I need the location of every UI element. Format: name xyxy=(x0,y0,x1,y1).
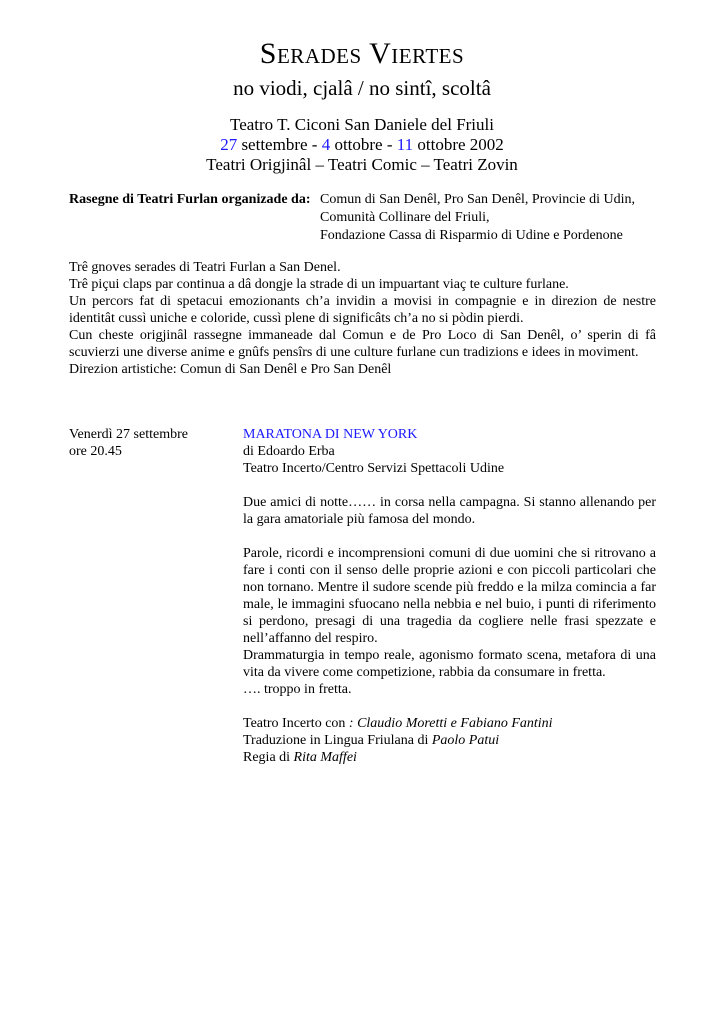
intro-paragraph: Direzion artistiche: Comun di San Denêl e Pro San Denêl xyxy=(69,362,392,377)
event-schedule xyxy=(69,426,239,460)
event-translation xyxy=(243,732,656,749)
event-synopsis: Parole, ricordi e incomprensioni comuni di due uomini che si ritrovano a fare i conti con il senso delle proprie azioni e con piccoli particolari che non tornano. Mentre il sudore scende più freddo e la milza comincia a far male, le immagini sfuocano nella nebbia e nel buio, i punti di riferimento si perdono, presagi di una tragedia da cogliere nelle frasi spezzate e nell’affanno del respiro. xyxy=(243,546,656,646)
event-direction xyxy=(243,749,656,766)
date-line xyxy=(0,135,724,155)
director-name: Rita Maffei xyxy=(293,750,357,765)
event-title: MARATONA DI NEW YORK xyxy=(243,427,418,442)
intro-section xyxy=(69,259,656,378)
intro-paragraph: Trê gnoves serades di Teatri Furlan a San Denel. xyxy=(69,260,341,275)
intro-paragraph: Un percors fat di spetacui emozionants ch’a invidin a movisi in compagnie e in direzion de nestre identitât cussì uniche e coloride, cussì plene di significâts ch’a no si pòdin pierdi. xyxy=(69,294,656,326)
translation-label: Traduzione in Lingua Friulana di xyxy=(243,733,432,748)
date-day-2: 4 xyxy=(321,135,331,154)
date-month-3: ottobre 2002 xyxy=(413,135,504,154)
date-day-3: 11 xyxy=(396,135,414,154)
cast-label: Teatro Incerto con xyxy=(243,716,349,731)
event-synopsis: …. troppo in fretta. xyxy=(243,682,352,697)
genres-line: Teatri Origjinâl – Teatri Comic – Teatri Zovin xyxy=(206,155,518,174)
translator-name: Paolo Patui xyxy=(431,733,500,748)
cast-names: : Claudio Moretti e Fabiano Fantini xyxy=(348,716,553,731)
date-month-2: ottobre - xyxy=(330,135,397,154)
event-author: di Edoardo Erba xyxy=(243,444,335,459)
page-title: Serades Viertes xyxy=(259,37,465,70)
event-synopsis: Drammaturgia in tempo reale, agonismo formato scena, metafora di una vita da vivere come competizione, rabbia da consumare in fretta. xyxy=(243,648,656,680)
organizers-list xyxy=(320,191,635,245)
venue-block xyxy=(0,115,724,175)
page-subtitle: no viodi, cjalâ / no sintî, scoltâ xyxy=(233,76,491,100)
event-synopsis: Due amici di notte…… in corsa nella campagna. Si stanno allenando per la gara amatoriale più famosa del mondo. xyxy=(243,495,656,527)
organizer-line: Comun di San Denêl, Pro San Denêl, Provincie di Udin, xyxy=(320,192,635,207)
event-details xyxy=(243,426,656,766)
theatre-name: Teatro T. Ciconi San Daniele del Friuli xyxy=(230,115,494,134)
event-cast xyxy=(243,715,656,732)
organizer-line: Comunità Collinare del Friuli, xyxy=(320,210,490,225)
organizers-label: Rasegne di Teatri Furlan organizade da: xyxy=(69,192,311,207)
event-company: Teatro Incerto/Centro Servizi Spettacoli Udine xyxy=(243,461,505,476)
event-time: ore 20.45 xyxy=(69,444,122,459)
organizer-line: Fondazione Cassa di Risparmio di Udine e Pordenone xyxy=(320,228,623,243)
date-month-1: settembre - xyxy=(237,135,322,154)
direction-label: Regia di xyxy=(243,750,294,765)
date-day-1: 27 xyxy=(220,135,238,154)
intro-paragraph: Trê piçui claps par continua a dâ dongje la strade di un impuartant viaç te culture furlane. xyxy=(69,277,569,292)
event-date: Venerdì 27 settembre xyxy=(69,427,188,442)
intro-paragraph: Cun cheste origjinâl rassegne immaneade dal Comun e de Pro Loco di San Denêl, o’ sperin di fâ scuvierzi une diverse anime e gnûfs pensîrs di une culture furlane cun tradizions e idees in moviment. xyxy=(69,328,656,360)
